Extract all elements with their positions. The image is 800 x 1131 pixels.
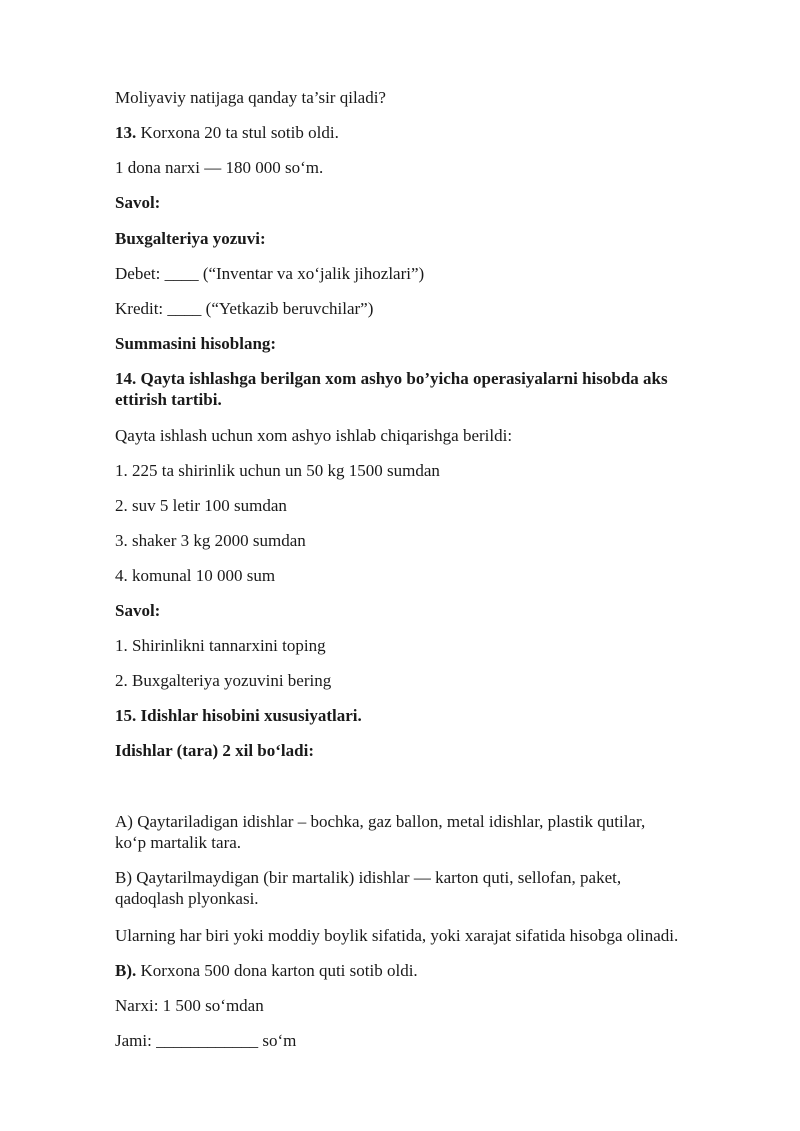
task-13-question-label: Savol: bbox=[115, 193, 161, 212]
task-14-item-4: 4. komunal 10 000 sum bbox=[115, 566, 276, 585]
task-15-heading: 15. Idishlar hisobini xususiyatlari. bbox=[115, 706, 362, 725]
task-13-unit-price: 1 dona narxi — 180 000 so‘m. bbox=[115, 158, 324, 177]
task-b-label: B). bbox=[115, 961, 137, 980]
task-13-calculate-label: Summasini hisoblang: bbox=[115, 334, 277, 353]
task-13-debit-line: Debet: ____ (“Inventar va xo‘jalik jihozlari”) bbox=[115, 264, 425, 283]
task-13-number: 13. bbox=[115, 123, 137, 142]
task-b-heading bbox=[115, 960, 755, 981]
task-14-intro: Qayta ishlash uchun xom ashyo ishlab chiqarishga berildi: bbox=[115, 426, 513, 445]
task-b-price: Narxi: 1 500 so‘mdan bbox=[115, 996, 264, 1015]
task-14-heading-line-1: 14. Qayta ishlashga berilgan xom ashyo bo’yicha operasiyalarni hisobda aks bbox=[115, 369, 668, 388]
task-b-total: Jami: ____________ so‘m bbox=[115, 1031, 297, 1050]
task-15-subheading: Idishlar (tara) 2 xil bo‘ladi: bbox=[115, 741, 314, 760]
non-returnable-containers-line-2: qadoqlash plyonkasi. bbox=[115, 889, 259, 908]
non-returnable-containers-line-1: B) Qaytarilmaydigan (bir martalik) idishlar — karton quti, sellofan, paket, bbox=[115, 868, 622, 887]
task-b-text: Korxona 500 dona karton quti sotib oldi. bbox=[136, 961, 418, 980]
returnable-containers-line-2: ko‘p martalik tara. bbox=[115, 833, 242, 852]
task-14-item-1: 1. 225 ta shirinlik uchun un 50 kg 1500 sumdan bbox=[115, 461, 440, 480]
task-14-question-2: 2. Buxgalteriya yozuvini bering bbox=[115, 671, 332, 690]
task-13-entry-label: Buxgalteriya yozuvi: bbox=[115, 229, 266, 248]
returnable-containers-line-1: A) Qaytariladigan idishlar – bochka, gaz ballon, metal idishlar, plastik qutilar, bbox=[115, 812, 646, 831]
task-14-heading-line-2: ettirish tartibi. bbox=[115, 390, 222, 409]
task-14-item-2: 2. suv 5 letir 100 sumdan bbox=[115, 496, 287, 515]
task-13-credit-line: Kredit: ____ (“Yetkazib beruvchilar”) bbox=[115, 299, 374, 318]
paragraph-financial-result-question: Moliyaviy natijaga qanday ta’sir qiladi? bbox=[115, 88, 386, 107]
task-13-heading bbox=[115, 122, 755, 143]
task-14-question-label: Savol: bbox=[115, 601, 161, 620]
task-14-item-3: 3. shaker 3 kg 2000 sumdan bbox=[115, 531, 306, 550]
task-13-text: Korxona 20 ta stul sotib oldi. bbox=[136, 123, 339, 142]
task-14-question-1: 1. Shirinlikni tannarxini toping bbox=[115, 636, 326, 655]
accounting-treatment-paragraph: Ularning har biri yoki moddiy boylik sifatida, yoki xarajat sifatida hisobga olinadi. bbox=[115, 926, 679, 945]
